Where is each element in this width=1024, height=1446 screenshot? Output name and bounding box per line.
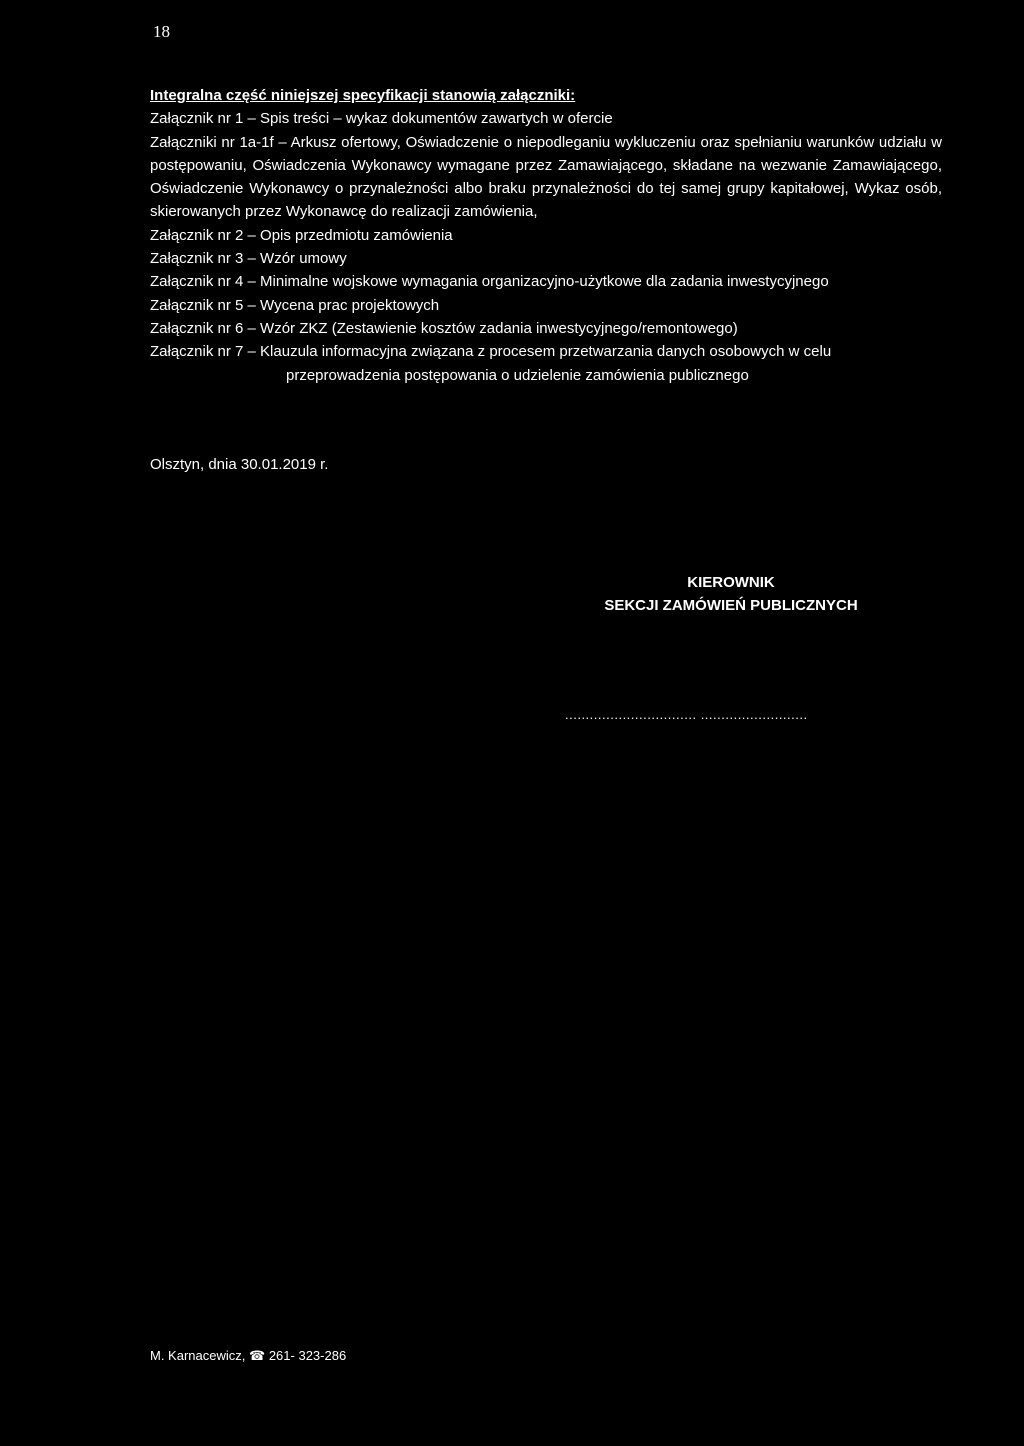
signature-title-line-2: SEKCJI ZAMÓWIEŃ PUBLICZNYCH (604, 597, 858, 614)
attachment-item-1a-1f: Załączniki nr 1a-1f – Arkusz ofertowy, Oświadczenie o niepodleganiu wykluczeniu oraz spełnianiu warunków udziału w postępowaniu, Oświadczenia Wykonawcy wymagane przez Zamawiającego, składane na wezwanie Zamawiającego, Oświadczenie Wykonawcy o przynależności albo braku przynależności do tej samej grupy kapitałowej, Wykaz osób, skierowanych przez Wykonawcę do realizacji zamówienia, (150, 133, 942, 221)
attachments-list (150, 84, 942, 387)
signature-dotted-line: ................................ .......................... (565, 707, 808, 722)
page-number: 18 (153, 22, 170, 41)
attachment-item-5: Załącznik nr 5 – Wycena prac projektowych (150, 296, 440, 314)
footer-author: M. Karnacewicz, (150, 1348, 246, 1363)
attachment-item-2: Załącznik nr 2 – Opis przedmiotu zamówienia (150, 226, 453, 244)
attachments-heading: Integralna część niniejszej specyfikacji stanowią załączniki: (150, 87, 576, 104)
footer-phone-number: 261- 323-286 (268, 1348, 347, 1363)
attachment-item-6: Załącznik nr 6 – Wzór ZKZ (Zestawienie kosztów zadania inwestycyjnego/remontowego) (150, 319, 738, 337)
phone-icon: ☎ (249, 1348, 266, 1363)
footer (150, 1348, 346, 1364)
attachment-item-7-continuation: przeprowadzenia postępowania o udzielenie zamówienia publicznego (286, 366, 749, 384)
signature-title-line-1: KIEROWNIK (687, 574, 775, 591)
signature-block (583, 571, 879, 617)
attachment-item-7: Załącznik nr 7 – Klauzula informacyjna związana z procesem przetwarzania danych osobowych w celu (150, 343, 832, 361)
attachment-item-3: Załącznik nr 3 – Wzór umowy (150, 250, 347, 268)
attachment-item-1: Załącznik nr 1 – Spis treści – wykaz dokumentów zawartych w ofercie (150, 110, 613, 128)
place-and-date: Olsztyn, dnia 30.01.2019 r. (150, 456, 329, 473)
attachment-item-4: Załącznik nr 4 – Minimalne wojskowe wymagania organizacyjno-użytkowe dla zadania inwestycyjnego (150, 273, 829, 291)
